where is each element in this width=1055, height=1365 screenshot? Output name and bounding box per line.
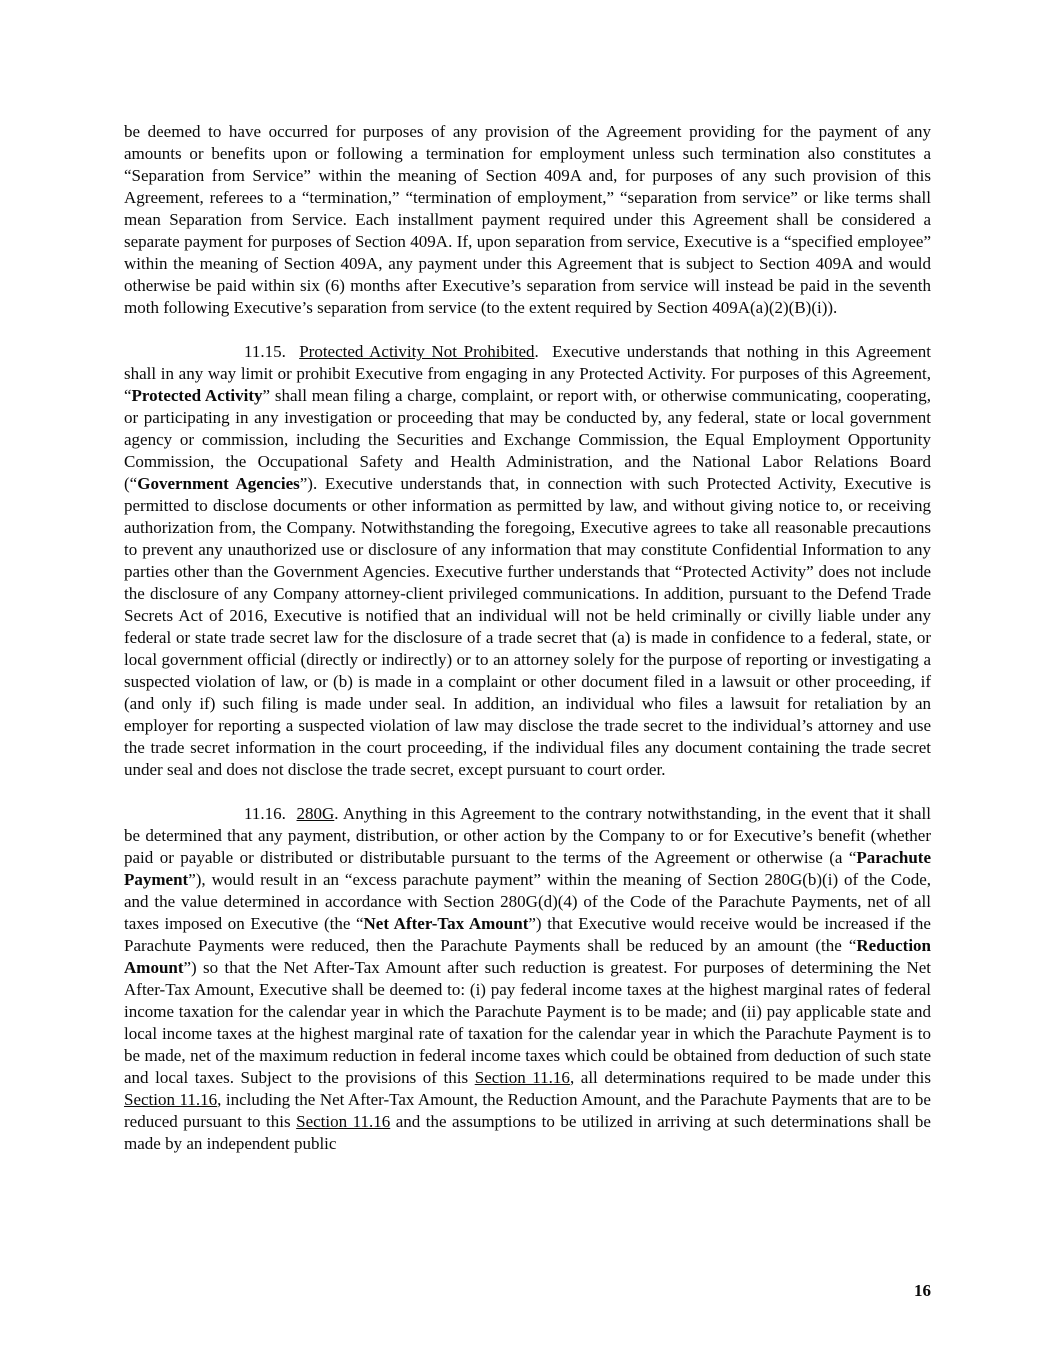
text-run: 280G: [296, 804, 335, 823]
paragraph-section-11-16-280g: [124, 803, 931, 1155]
text-run: ”). Executive understands that, in connection with such Protected Activity, Executive is permitted to disclose documents or other information as permitted by law, and without giving notice to, or receiving authorization from, the Company. Notwithstanding the foregoing, Executive agrees to take all reasonable precautions to prevent any unauthorized use or disclosure of any information that may constitute Confidential Information to any parties other than the Government Agencies. Executive further understands that “Protected Activity” does not include the disclosure of any Company attorney-client privileged communications. In addition, pursuant to the Defend Trade Secrets Act of 2016, Executive is notified that an individual will not be held criminally or civilly liable under any federal or state trade secret law for the disclosure of a trade secret that (a) is made in confidence to a federal, state, or local government official (directly or indirectly) or to an attorney solely for the purpose of reporting or investigating a suspected violation of law, or (b) is made in a complaint or other document filed in a lawsuit or other proceeding, if (and only if) such filing is made under seal. In addition, an individual who files a lawsuit for retaliation by an employer for reporting a suspected violation of law may disclose the trade secret to the individual’s attorney and use the trade secret information in the court proceeding, if the individual files any document containing the trade secret under seal and does not disclose the trade secret, except pursuant to court order.: [124, 474, 931, 779]
paragraph-section-409a-continuation: [124, 121, 931, 319]
text-run: Protected Activity Not Prohibited: [299, 342, 535, 361]
text-run: ”), would result in an “excess parachute payment” within the meaning of Section 280G(b)(i) of the Code, and the value determined in accordance with Section 280G(d)(4) of the Code of the Parachute Payments, net of all taxes imposed on Executive (the “: [124, 870, 931, 933]
text-run: ” shall mean filing a charge, complaint, or report with, or otherwise communicating, cooperating, or participating in any investigation or proceeding that may be conducted by, any federal, state or local government agency or commission, including the Securities and Exchange Commission, the Equal Employment Opportunity Commission, the Occupational Safety and Health Administration, and the National Labor Relations Board (“: [124, 386, 931, 493]
text-run: Reduction Amount: [124, 936, 931, 977]
text-run: 11.15.: [244, 342, 300, 361]
text-run: Section 11.16: [474, 1068, 570, 1087]
text-run: Section 11.16: [296, 1112, 391, 1131]
text-run: Section 11.16: [124, 1090, 218, 1109]
page-number: 16: [914, 1281, 931, 1300]
text-run: Parachute Payment: [124, 848, 931, 889]
text-run: Government Agencies: [137, 474, 300, 493]
text-run: Net After-Tax Amount: [363, 914, 529, 933]
text-run: . Executive understands that nothing in this Agreement shall in any way limit or prohibit Executive from engaging in any Protected Activity. For purposes of this Agreement, “: [124, 342, 932, 405]
text-run: ”) that Executive would receive would be increased if the Parachute Payments were reduced, then the Parachute Payments shall be reduced by an amount (the “: [124, 914, 931, 955]
paragraph-section-11-15-protected-activity: [124, 341, 931, 781]
text-run: ”) so that the Net After-Tax Amount after such reduction is greatest. For purposes of determining the Net After-Tax Amount, Executive shall be deemed to: (i) pay federal income taxes at the highest marginal rates of federal income taxation for the calendar year in which the Parachute Payment is to be made; and (ii) pay applicable state and local income taxes at the highest marginal rate of taxation for the calendar year in which the Parachute Payment is to be made, net of the maximum reduction in federal income taxes which could be obtained from deduction of such state and local taxes. Subject to the provisions of this: [124, 958, 931, 1087]
text-run: , including the Net After-Tax Amount, the Reduction Amount, and the Parachute Payments that are to be reduced pursuant to this: [124, 1090, 931, 1131]
text-run: and the assumptions to be utilized in arriving at such determinations shall be made by an independent public: [124, 1112, 931, 1153]
text-run: . Anything in this Agreement to the contrary notwithstanding, in the event that it shall be determined that any payment, distribution, or other action by the Company to or for Executive’s benefit (whether paid or payable or distributed or distributable pursuant to the terms of the Agreement or otherwise (a “: [124, 804, 931, 867]
page-body-text: [124, 121, 931, 1177]
text-run: be deemed to have occurred for purposes of any provision of the Agreement providing for the payment of any amounts or benefits upon or following a termination for employment unless such termination also constitutes a “Separation from Service” within the meaning of Section 409A and, for purposes of any such provision of this Agreement, referees to a “termination,” “termination of employment,” “separation from service” or like terms shall mean Separation from Service. Each installment payment required under this Agreement shall be considered a separate payment for purposes of Section 409A. If, upon separation from service, Executive is a “specified employee” within the meaning of Section 409A, any payment under this Agreement that is subject to Section 409A and would otherwise be paid within six (6) months after Executive’s separation from service will instead be paid in the seventh moth following Executive’s separation from service (to the extent required by Section 409A(a)(2)(B)(i)).: [124, 122, 931, 317]
text-run: 11.16.: [244, 804, 297, 823]
text-run: , all determinations required to be made under this: [569, 1068, 931, 1087]
text-run: Protected Activity: [131, 386, 263, 405]
